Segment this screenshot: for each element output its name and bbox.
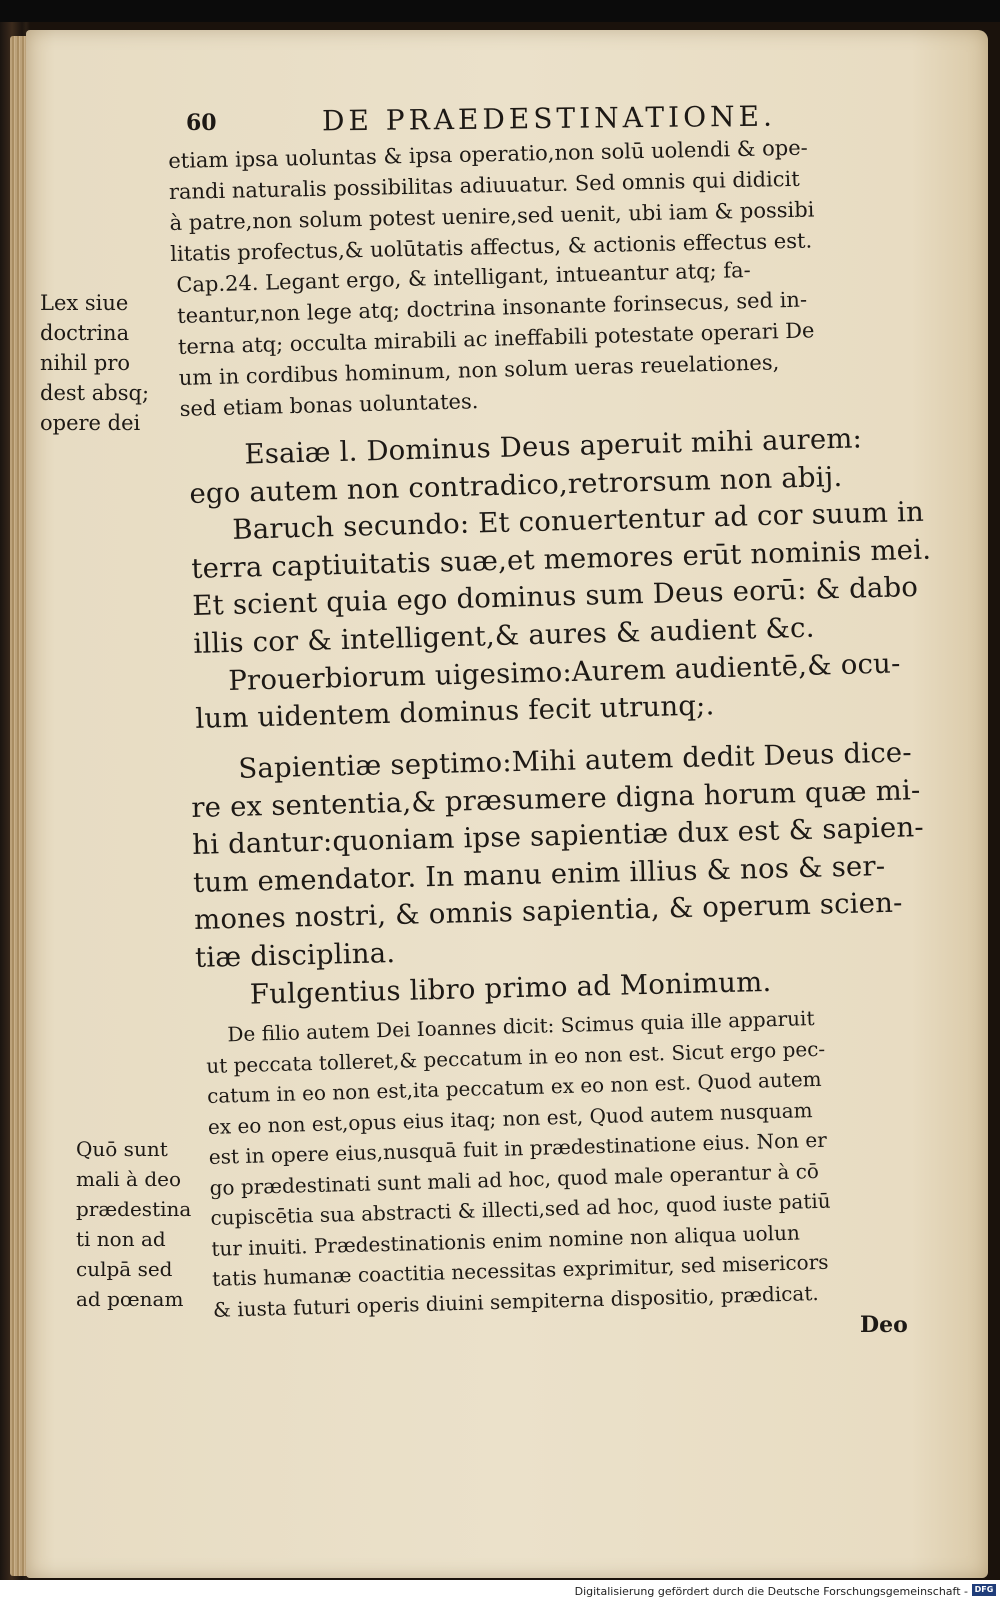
page-number: 60	[186, 110, 217, 136]
dfg-logo: DFG	[972, 1584, 996, 1596]
text-line: à patre,non solum potest uenire,sed uenit, ubi iam & possibi	[169, 197, 815, 235]
text-line: est in opere eius,nusquā fuit in prædestinatione eius. Non er	[208, 1127, 828, 1169]
text-line: tum emendator. In manu enim illius & nos & ser-	[192, 849, 886, 899]
text-line: ut peccata tolleret,& peccatum in eo non est. Sicut ergo pec-	[205, 1036, 826, 1078]
text-line: Et scient quia ego dominus sum Deus eorū: & dabo	[191, 571, 919, 623]
margin-note-2	[76, 1134, 191, 1314]
page-header	[0, 98, 1000, 138]
top-border	[0, 0, 1000, 22]
text-line: tur inuiti. Prædestinationis enim nomine non aliqua uolun	[211, 1219, 801, 1261]
text-line: um in cordibus hominum, non solum ueras reuelationes,	[178, 350, 780, 390]
margin-line: prædestina	[76, 1197, 192, 1221]
text-line: Cap.24. Legant ergo, & intelligant, intueantur atq; fa-	[176, 257, 751, 297]
text-line: go prædestinati sunt mali ad hoc, quod male operantur à cō	[209, 1158, 820, 1200]
text-line: tatis humanæ coactitia necessitas exprimitur, sed misericors	[211, 1249, 829, 1291]
margin-line: doctrina	[40, 321, 130, 345]
margin-line: opere dei	[40, 411, 141, 435]
text-line: mones nostri, & omnis sapientia, & operum scien-	[193, 887, 903, 937]
text-line: ex eo non est,opus eius itaq; non est, Quod autem nusquam	[207, 1097, 813, 1139]
text-line: terna atq; occulta mirabili ac ineffabili potestate operari De	[177, 318, 815, 359]
text-line: sed etiam bonas uoluntates.	[179, 389, 479, 421]
margin-line: culpā sed	[76, 1257, 173, 1281]
margin-line: mali à deo	[76, 1167, 181, 1191]
text-block-2	[176, 253, 816, 425]
footer-credit: Digitalisierung gefördert durch die Deutsche Forschungsgemeinschaft -	[574, 1585, 968, 1598]
margin-line: nihil pro	[40, 351, 130, 375]
margin-line: Quō sunt	[76, 1137, 168, 1161]
margin-line: ad pœnam	[76, 1287, 184, 1311]
text-line: randi naturalis possibilitas adiuuatur. Sed omnis qui didicit	[168, 166, 800, 204]
text-line: litatis profectus,& uolūtatis affectus, & actionis effectus est.	[170, 228, 813, 266]
text-line: hi dantur:quoniam ipse sapientiæ dux est & sapien-	[191, 811, 925, 862]
text-line: re ex sententia,& præsumere digna horum quæ mi-	[190, 773, 921, 824]
margin-note-1	[40, 288, 149, 438]
text-block-4	[190, 734, 928, 1015]
text-line: teantur,non lege atq; doctrina insonante forinsecus, sed in-	[176, 287, 808, 328]
margin-line: Lex siue	[40, 291, 129, 315]
text-line: Sapientiæ septimo:Mihi autem dedit Deus dice-	[238, 736, 913, 785]
margin-line: dest absq;	[40, 381, 150, 405]
text-line: lum uidentem dominus fecit utrunq;.	[194, 689, 715, 736]
text-line: illis cor & intelligent,& aures & audient &c.	[192, 611, 816, 660]
margin-line: ti non ad	[76, 1227, 166, 1251]
section-heading: Fulgentius libro primo ad Monimum.	[249, 965, 772, 1011]
text-block-1	[168, 132, 815, 269]
catchword: Deo	[860, 1312, 908, 1338]
text-line: tiæ disciplina.	[194, 937, 396, 974]
text-line: Esaiæ l. Dominus Deus aperuit mihi aurem:	[244, 422, 863, 471]
text-block-3	[188, 419, 936, 739]
text-line: etiam ipsa uoluntas & ipsa operatio,non solū uolendi & ope-	[168, 135, 809, 173]
text-line: Prouerbiorum uigesimo:Aurem audientē,& ocu-	[227, 646, 901, 697]
running-head: DE PRAEDESTINATIONE.	[321, 99, 777, 138]
text-line: ego autem non contradico,retrorsum non abij.	[189, 460, 843, 510]
text-line: De filio autem Dei Ioannes dicit: Scimus quia ille apparuit	[227, 1005, 815, 1047]
text-block-5	[205, 1003, 834, 1325]
text-line: cupiscētia sua abstracti & illecti,sed ad hoc, quod iuste patiū	[210, 1188, 831, 1230]
footer-bar	[0, 1580, 1000, 1612]
text-line: & iusta futuri operis diuini sempiterna dispositio, prædicat.	[212, 1280, 819, 1322]
text-line: terra captiuitatis suæ,et memores erūt nominis mei.	[191, 533, 932, 585]
text-line: Baruch secundo: Et conuertentur ad cor suum in	[232, 495, 925, 547]
text-line: catum in eo non est,ita peccatum ex eo non est. Quod autem	[206, 1066, 822, 1108]
